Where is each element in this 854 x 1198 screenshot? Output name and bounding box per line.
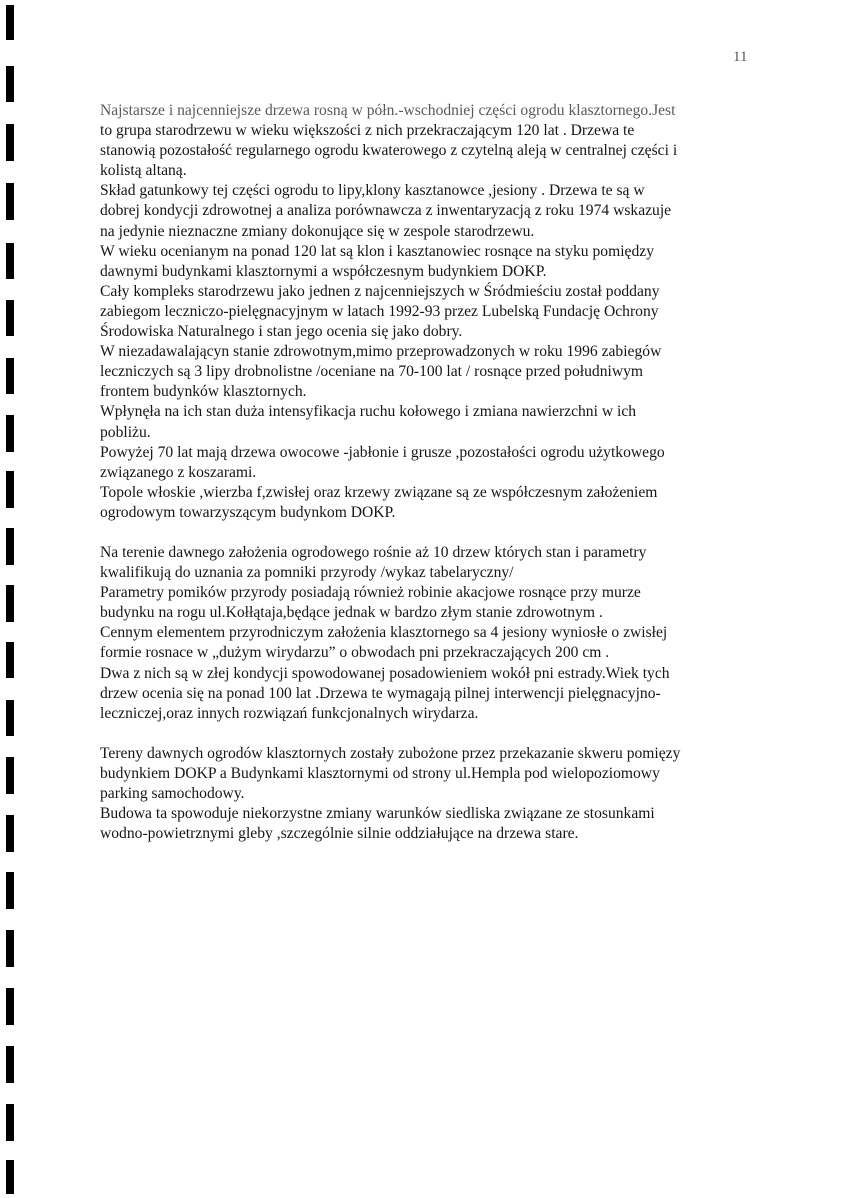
binding-mark <box>6 124 14 161</box>
text-line: ogrodowym towarzyszącym budynkom DOKP. <box>100 503 396 521</box>
binding-mark <box>6 300 14 336</box>
text-line: leczniczych są 3 lipy drobnolistne /oceniane na 70-100 lat / rosnące przed południwym <box>100 363 644 381</box>
text-line: budynku na rogu ul.Kołłątaja,będące jednak w bardzo złym stanie zdrowotnym . <box>100 604 603 622</box>
text-line: Parametry pomików przyrody posiadają również robinie akacjowe rosnące przy murze <box>100 584 641 602</box>
binding-mark <box>6 66 14 102</box>
text-line: kolistą altaną. <box>100 162 187 180</box>
binding-mark <box>6 757 14 794</box>
binding-mark <box>6 815 14 852</box>
binding-mark <box>6 415 14 452</box>
text-line: Dwa z nich są w złej kondycji spowodowanej posadowieniem wokół pni estrady.Wiek tych <box>100 664 670 682</box>
text-line: Wpłynęła na ich stan duża intensyfikacja ruchu kołowego i zmiana nawierzchni w ich <box>100 403 637 421</box>
text-line: parking samochodowy. <box>100 785 245 802</box>
text-line: W niezadawalającyn stanie zdrowotnym,mimo przeprowadzonych w roku 1996 zabiegów <box>100 343 662 361</box>
text-line: zabiegom leczniczo-pielęgnacyjnym w latach 1992-93 przez Lubelską Fundację Ochrony <box>100 302 659 320</box>
paragraph <box>100 744 760 844</box>
binding-mark <box>6 183 14 220</box>
paragraph <box>100 101 760 523</box>
binding-mark <box>6 471 14 508</box>
text-line: kwalifikują do uznania za pomniki przyrody /wykaz tabelaryczny/ <box>100 564 514 582</box>
text-line: Cały kompleks starodrzewu jako jednen z najcenniejszych w Śródmieściu został poddany <box>100 282 660 300</box>
text-line: frontem budynków klasztornych. <box>100 383 307 401</box>
text-line: dobrej kondycji zdrowotnej a analiza porównawcza z inwentaryzacją z roku 1974 wskazuje <box>100 202 672 220</box>
text-line: pobliżu. <box>100 423 151 441</box>
page-number: 11 <box>733 49 748 65</box>
text-line: to grupa starodrzewu w wieku większości z nich przekraczającym 120 lat . Drzewa te <box>100 122 635 140</box>
text-line: Najstarsze i najcenniejsze drzewa rosną w półn.-wschodniej części ogrodu klasztornego.Jest <box>100 102 676 119</box>
paragraph <box>100 543 760 724</box>
text-line: związanego z koszarami. <box>100 463 257 481</box>
binding-mark <box>6 528 14 565</box>
binding-mark <box>6 1046 14 1083</box>
binding-mark <box>6 243 14 279</box>
text-line: Tereny dawnych ogrodów klasztornych zostały zubożone przez przekazanie skweru pomięzy <box>100 744 681 762</box>
text-line: leczniczej,oraz innych rozwiązań funkcjonalnych wirydarza. <box>100 704 479 722</box>
text-line: budynkiem DOKP a Budynkami klasztornymi od strony ul.Hempla pod wielopoziomowy <box>100 764 660 782</box>
paragraph-gap <box>100 724 760 744</box>
text-line: Topole włoskie ,wierzba f,zwisłej oraz krzewy związane są ze współczesnym założeniem <box>100 483 658 501</box>
text-line: na jedynie nieznaczne zmiany dokonujące się w zespole starodrzewu. <box>100 222 535 240</box>
text-line: Powyżej 70 lat mają drzewa owocowe -jabłonie i grusze ,pozostałości ogrodu użytkowego <box>100 443 665 461</box>
document-body <box>100 101 760 844</box>
binding-marks <box>0 0 16 1198</box>
text-line: dawnymi budynkami klasztornymi a współczesnym budynkiem DOKP. <box>100 262 547 280</box>
text-line: stanowią pozostałość regularnego ogrodu kwaterowego z czytelną aleją w centralnej części i <box>100 142 678 160</box>
binding-mark <box>6 642 14 678</box>
text-line: W wieku ocenianym na ponad 120 lat są klon i kasztanowiec rosnące na styku pomiędzy <box>100 242 654 260</box>
text-line: Środowiska Naturalnego i stan jego ocenia się jako dobry. <box>100 323 463 341</box>
binding-mark <box>6 930 14 967</box>
text-line: Cennym elementem przyrodniczym założenia klasztornego sa 4 jesiony wyniosłe o zwisłej <box>100 624 668 642</box>
text-line: wodno-powietrznymi gleby ,szczególnie silnie oddziałujące na drzewa stare. <box>100 825 579 843</box>
text-line: Na terenie dawnego założenia ogrodowego rośnie aż 10 drzew których stan i parametry <box>100 543 647 561</box>
text-line: Skład gatunkowy tej części ogrodu to lipy,klony kasztanowce ,jesiony . Drzewa te są w <box>100 182 645 200</box>
text-line: drzew ocenia się na ponad 100 lat .Drzewa te wymagają pilnej interwencji pielęgnacyjno- <box>100 684 661 702</box>
binding-mark <box>6 5 14 40</box>
binding-mark <box>6 1104 14 1141</box>
text-line: formie rosnace w „dużym wirydarzu” o obwodach pni przekraczających 200 cm . <box>100 644 610 662</box>
binding-mark <box>6 358 14 394</box>
binding-mark <box>6 585 14 622</box>
binding-mark <box>6 700 14 736</box>
binding-mark <box>6 1160 14 1194</box>
binding-mark <box>6 872 14 909</box>
binding-mark <box>6 988 14 1025</box>
text-line: Budowa ta spowoduje niekorzystne zmiany warunków siedliska związane ze stosunkami <box>100 805 655 823</box>
paragraph-gap <box>100 523 760 543</box>
